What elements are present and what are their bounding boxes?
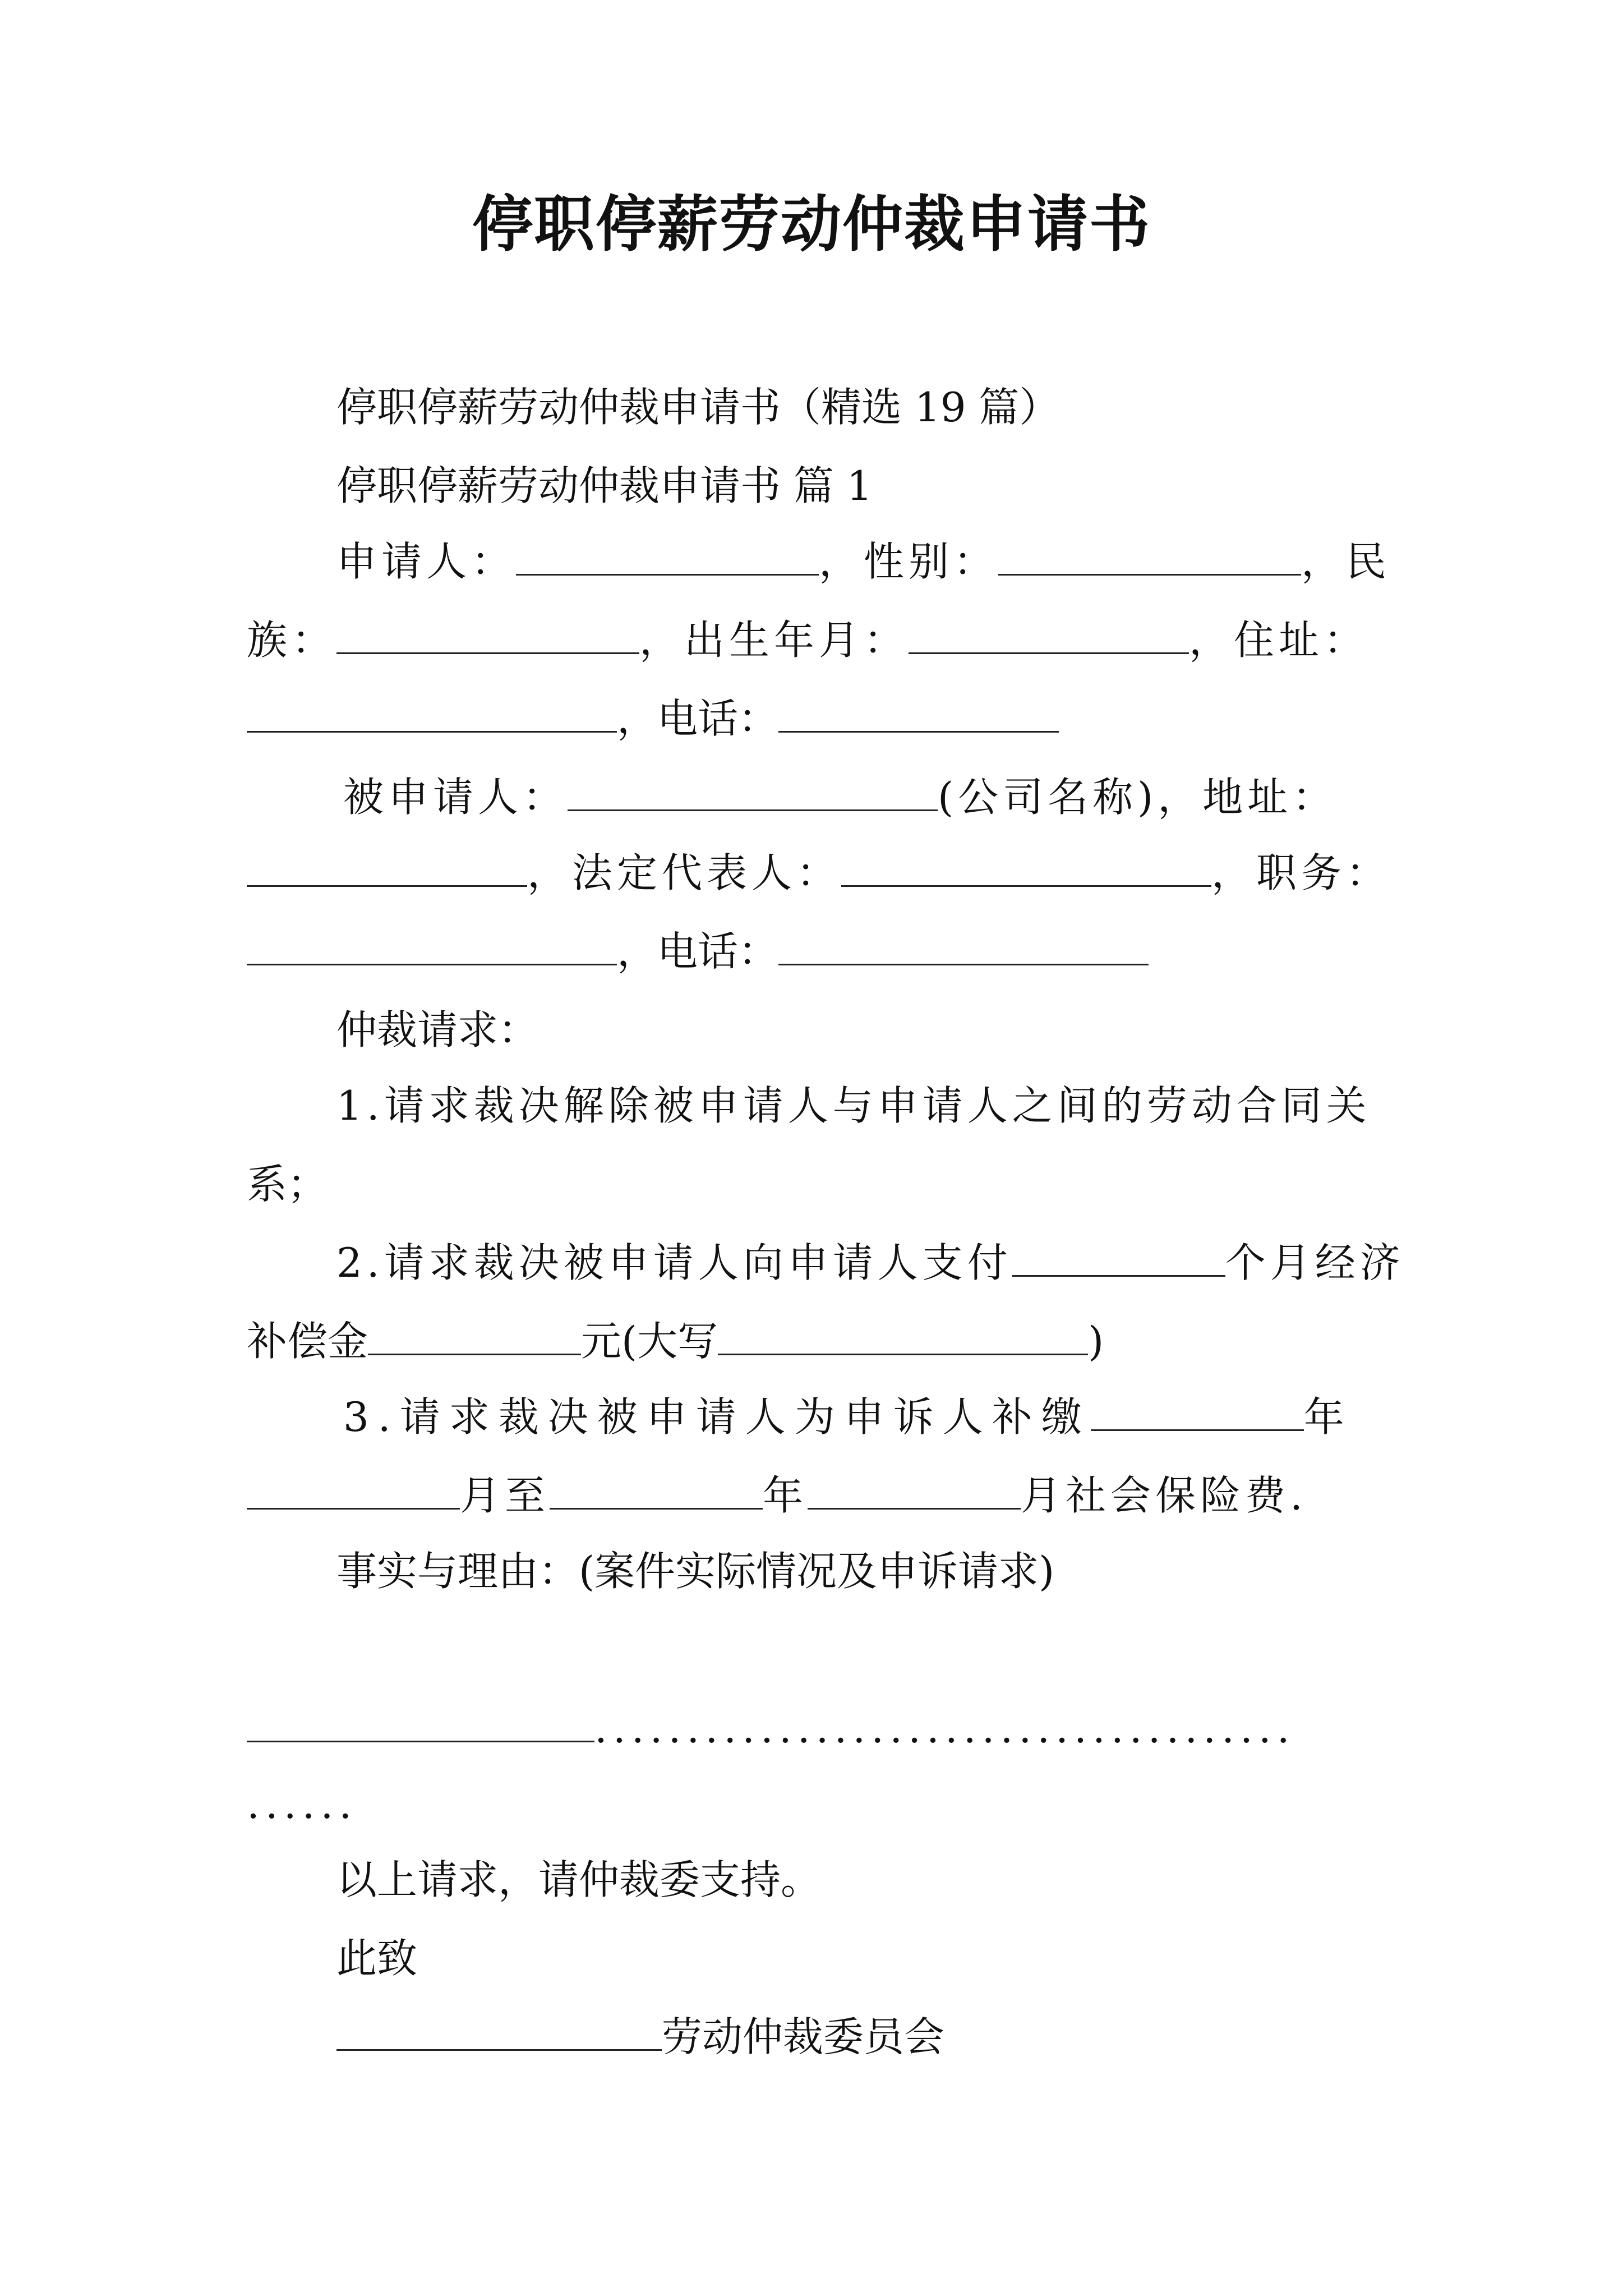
claim-1-line-a: 1.请求裁决解除被申请人与申请人之间的劳动合同关 (336, 1082, 1371, 1129)
birth-label: ，出生年月： (639, 616, 909, 664)
company-name-blank (568, 773, 938, 811)
birth-blank (909, 616, 1189, 654)
claims-heading: 仲裁请求： (336, 1006, 539, 1053)
claim-2-amount-label: 元(大写 (581, 1318, 718, 1365)
end-month-blank (808, 1471, 1021, 1510)
ethnic-label-b: 族： (247, 616, 337, 664)
respondent-line (343, 771, 1392, 824)
claim-2-compensation-label: 补偿金 (247, 1318, 368, 1365)
applicant-name-blank (516, 537, 819, 576)
ethnic-label-a: ，民 (1301, 538, 1391, 585)
claim-1-line-b: 系； (247, 1161, 328, 1208)
legal-rep-label: ，法定代表人： (527, 849, 842, 896)
document-title: 停职停薪劳动仲裁申请书 (472, 189, 1151, 260)
claim-2-text: 2.请求裁决被申请人向申请人支付 (336, 1239, 1012, 1286)
claim-3-text: 3.请求裁决被申请人为申诉人补缴 (343, 1393, 1091, 1441)
respondent-line-3 (247, 926, 1385, 978)
applicant-line-3 (247, 693, 1385, 746)
ethnic-blank (336, 616, 639, 654)
end-year-blank (550, 1471, 763, 1510)
start-month-blank (247, 1471, 460, 1510)
phone-blank-2 (778, 927, 1149, 965)
applicant-label: 申请人： (336, 538, 517, 585)
committee-label: 劳动仲裁委员会 (662, 2013, 945, 2060)
address-label: ，住址： (1189, 616, 1369, 664)
doc-subtitle: 停职停薪劳动仲裁申请书（精选 19 篇） (336, 384, 1060, 431)
respondent-line-2 (247, 847, 1391, 900)
claim-2-close-paren: ) (1088, 1318, 1104, 1365)
claim-3-month-to-label: 月至 (460, 1472, 550, 1519)
closing-salutation: 此致 (336, 1935, 418, 1982)
section-heading: 停职停薪劳动仲裁申请书 篇 1 (336, 462, 873, 509)
company-address-blank (247, 849, 527, 887)
facts-line-1 (247, 1703, 1385, 1755)
committee-line (336, 2011, 1385, 2064)
months-blank (1012, 1239, 1225, 1277)
closing-request: 以上请求，请仲裁委支持。 (336, 1856, 822, 1903)
claim-3-line-b (247, 1470, 1385, 1522)
claim-3-line-a (343, 1391, 1392, 1444)
company-addr-label: (公司名称)，地址： (938, 774, 1338, 821)
claim-3-end-year-label: 年 (763, 1472, 808, 1519)
applicant-line-2 (247, 614, 1385, 667)
facts-heading: 事实与理由：(案件实际情况及申诉请求) (336, 1548, 1055, 1595)
phone-label: ，电话： (617, 695, 779, 742)
facts-line-2: ...... (247, 1780, 358, 1828)
start-year-blank (1091, 1393, 1304, 1431)
claim-3-year-label: 年 (1303, 1393, 1353, 1441)
phone-blank (778, 694, 1059, 733)
phone-label-2: ，电话： (617, 928, 779, 975)
committee-name-blank (336, 2013, 662, 2051)
facts-dots: ...................................... (594, 1705, 1295, 1752)
gender-label: ，性别： (819, 538, 999, 585)
amount-blank (368, 1317, 581, 1355)
facts-blank (247, 1704, 594, 1742)
amount-words-blank (718, 1317, 1088, 1355)
claim-2-line-b (247, 1315, 1385, 1368)
gender-blank (998, 537, 1301, 576)
claim-2-tail: 个月经济 (1225, 1239, 1405, 1286)
claim-3-insurance-label: 月社会保险费. (1021, 1472, 1307, 1519)
applicant-line (336, 536, 1391, 588)
claim-2-line-a (336, 1237, 1405, 1290)
respondent-label: 被申请人： (343, 774, 568, 821)
legal-rep-blank (841, 849, 1211, 887)
position-label: ，职务： (1211, 849, 1391, 896)
address-blank (247, 694, 617, 733)
position-blank (247, 927, 617, 965)
